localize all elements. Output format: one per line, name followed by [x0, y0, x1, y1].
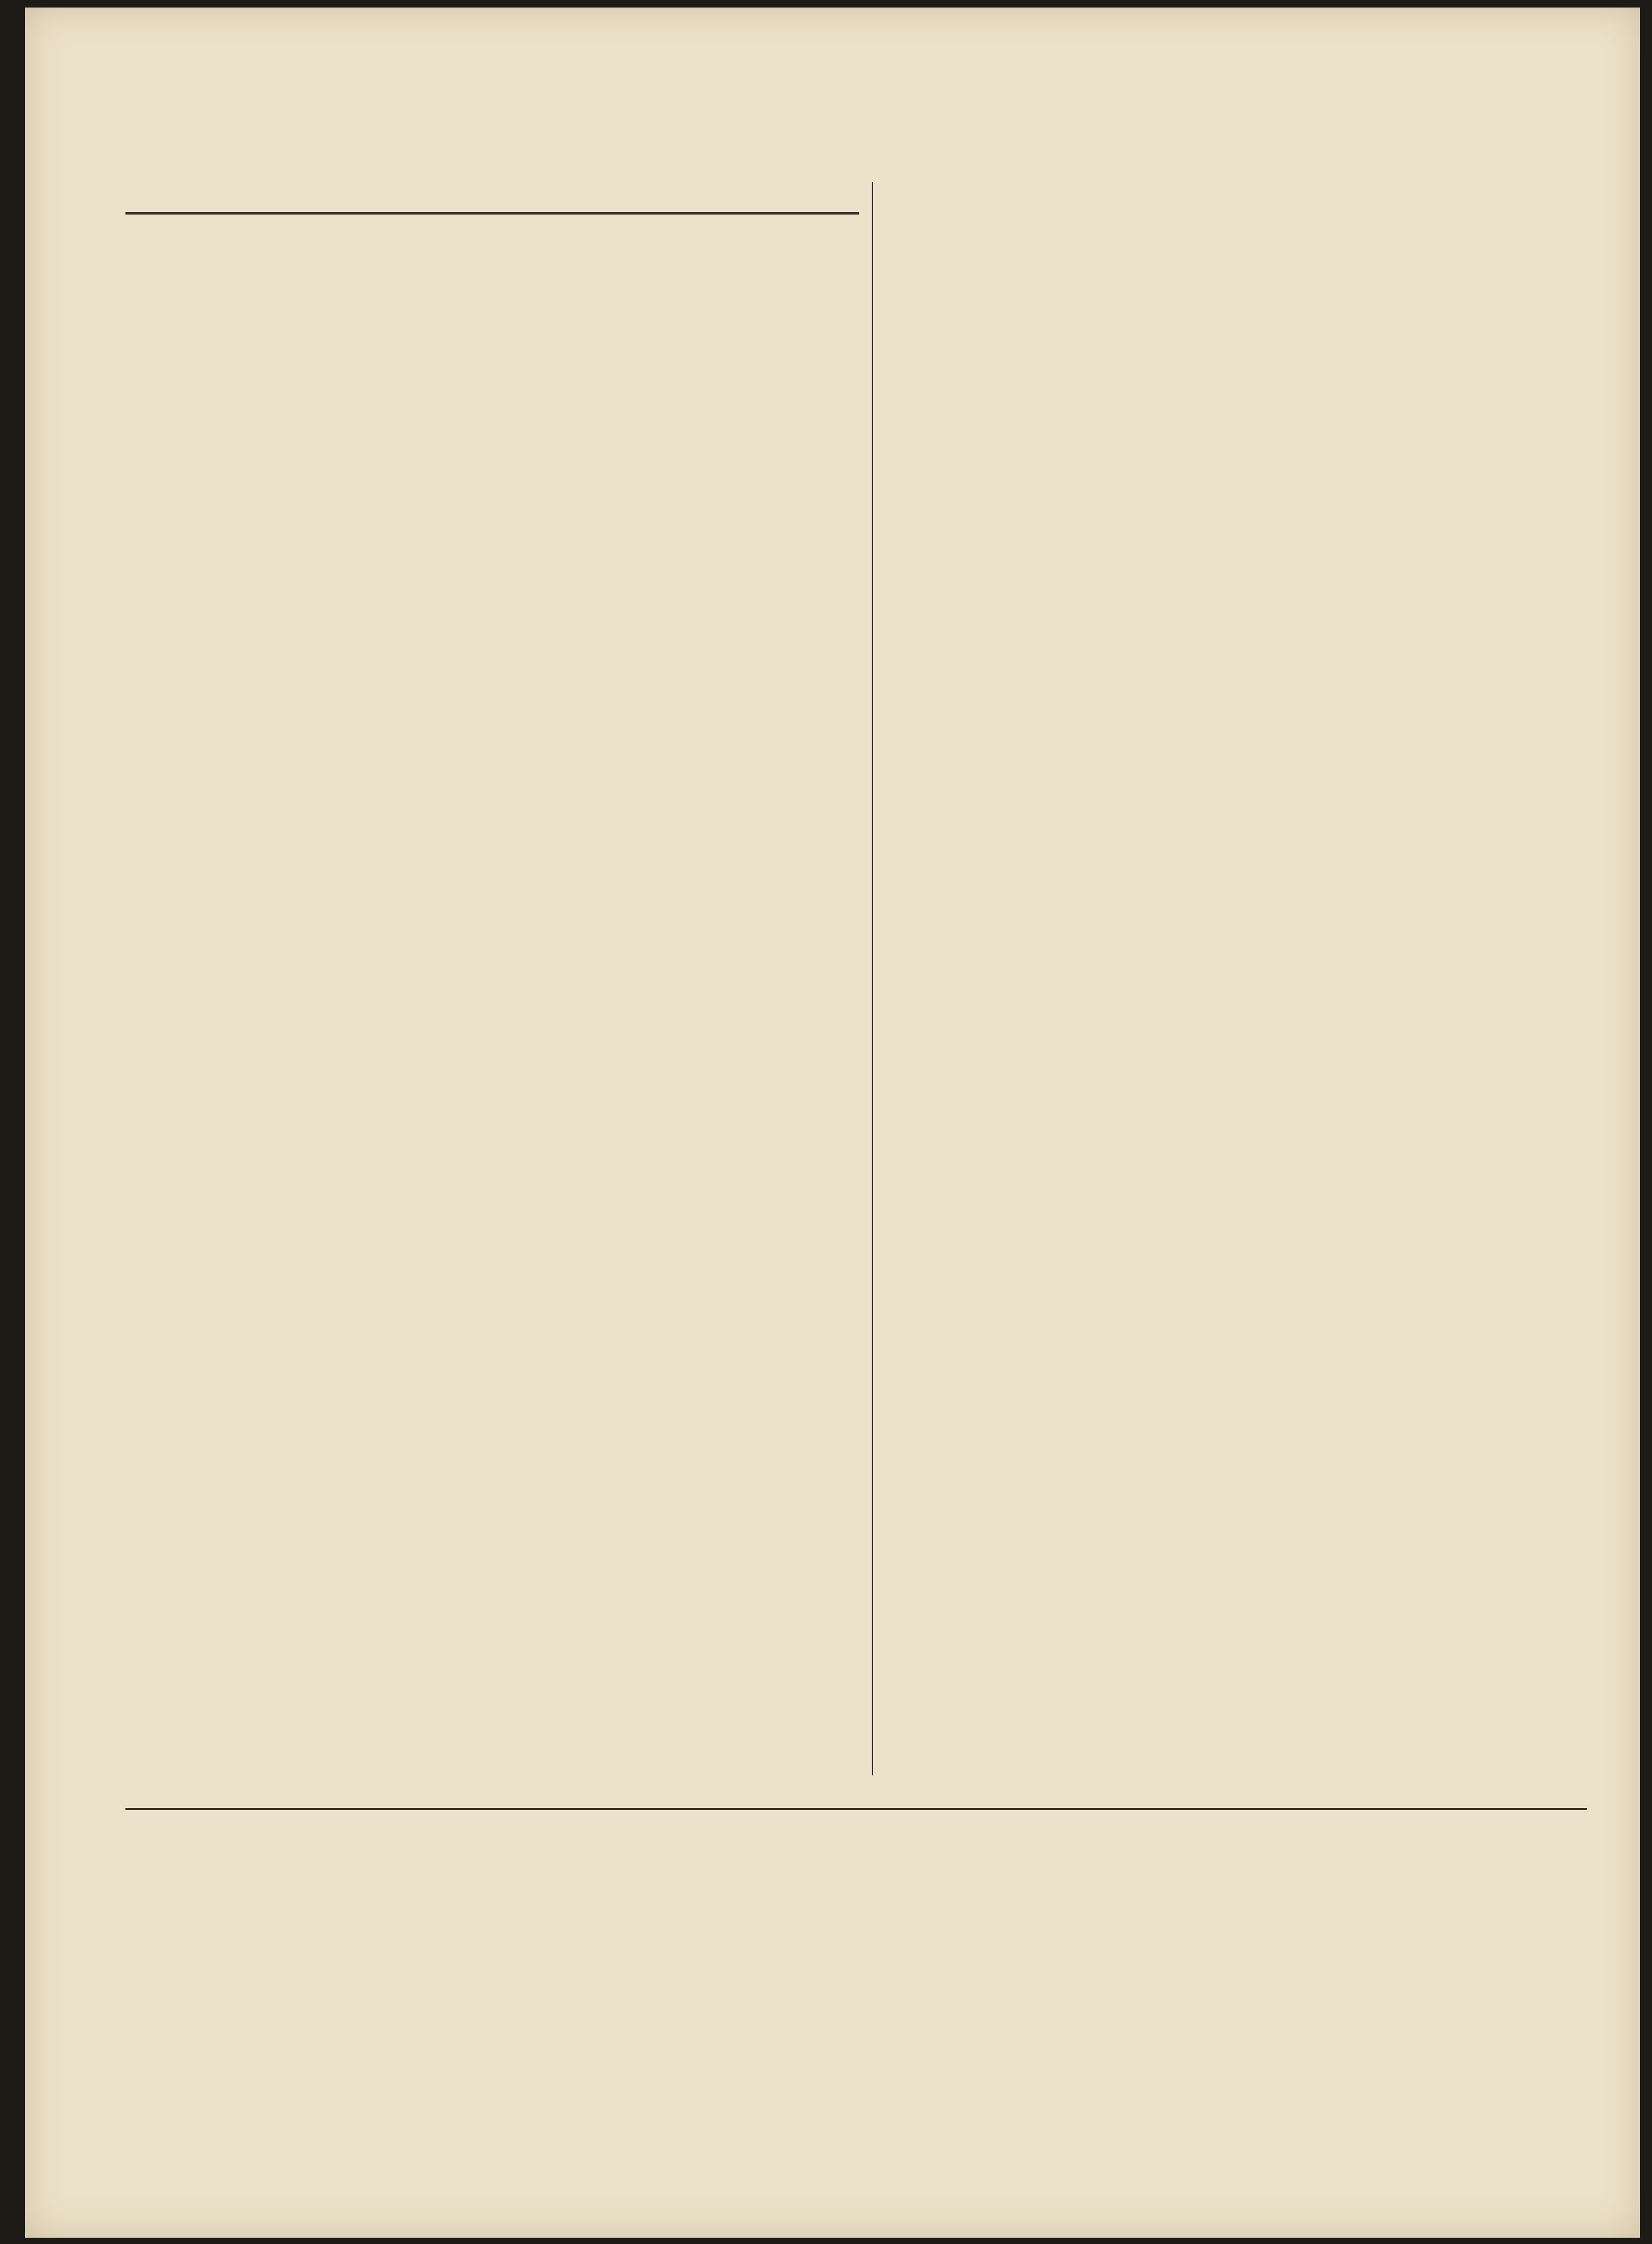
- running-header: [125, 113, 1587, 151]
- left-column: [125, 189, 859, 226]
- imprint: [125, 1808, 1587, 1829]
- imprint-rule: [125, 1808, 1587, 1810]
- right-column: [886, 189, 1587, 198]
- newspaper-page: [25, 8, 1640, 2238]
- column-separator: [872, 182, 873, 1775]
- contents-rule: [125, 212, 859, 215]
